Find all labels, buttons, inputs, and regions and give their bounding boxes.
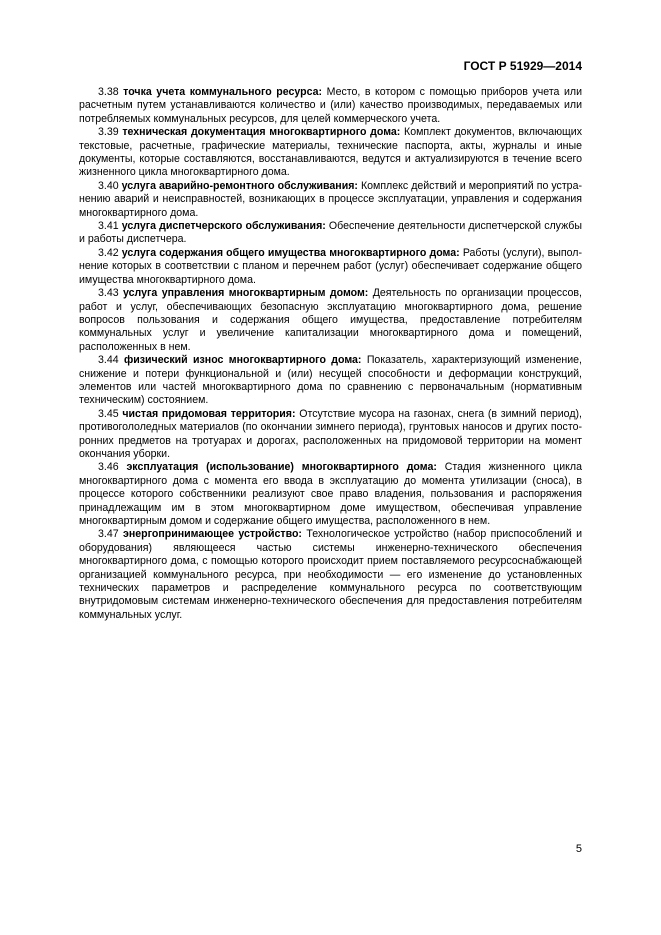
definition-text: Место, в котором с помощью приборов учета или расчетным путем устанавливаются количество и (или) качество производимых, передаваемых или потребляемых коммунальных ресурсов, для целей коммерческого учета. <box>79 86 582 125</box>
definition-entry <box>79 528 582 622</box>
definition-text: Обеспечение деятельности диспетчерской службы и работы диспетчера. <box>79 220 582 246</box>
definition-number: 3.41 <box>98 220 119 233</box>
definition-term: услуга содержания общего имущества многоквартирного дома: <box>121 246 460 259</box>
definition-number: 3.38 <box>98 86 119 98</box>
definition-text: Работы (услуги), выполнение которых в соответствии с планом и перечнем работ (услуг) обеспечивает содержание общего имущества многоквартирного дома. <box>79 246 582 286</box>
definition-entry <box>79 86 582 126</box>
definition-term: точка учета коммунального ресурса: <box>123 86 323 98</box>
definition-number: 3.42 <box>98 246 119 259</box>
document-standard-header: ГОСТ Р 51929—2014 <box>463 59 582 73</box>
definition-term: услуга диспетчерского обслуживания: <box>121 220 326 233</box>
definition-entry <box>79 180 582 220</box>
definition-entry <box>79 408 582 462</box>
definition-number: 3.44 <box>98 354 119 367</box>
page-number: 5 <box>575 843 582 855</box>
definition-term: услуга управления многоквартирным домом: <box>123 287 369 300</box>
definition-text: Деятельность по организации процессов, работ и услуг, обеспечивающих безопасную эксплуатацию многоквартирного дома, решение вопросов пользования и содержания общего имущества, предоставление потребителям коммунальных услуг и увеличение капитализации многоквартирного дома и помещений, расположенных в нем. <box>79 287 582 353</box>
definition-entry <box>79 247 582 287</box>
definition-text: Показатель, характеризующий изменение, снижение и потери функциональной и (или) несущей способности и деформации конструкций, элементов или частей многоквартирного дома по сравнению с первоначальным (нормативным техническим) состоянием. <box>79 354 582 407</box>
definition-term: техническая документация многоквартирного дома: <box>122 126 401 139</box>
definition-text: Отсутствие мусора на газонах, снега (в зимний период), противогололедных материалов (по окончании зимнего периода), грунтовых наносов и других посторонних предметов на тротуарах и дорогах, расположенных на придомовой территории на момент окончания уборки. <box>79 407 582 460</box>
definition-term: физический износ многоквартирного дома: <box>123 354 362 367</box>
definition-text: Комплект документов, включающих текстовые, расчетные, графические материалы, технические паспорта, акты, журналы и иные документы, которые составляются, восстанавливаются, ведутся и актуализируются в течение всего жизненного цикла многоквартирного дома. <box>79 126 582 179</box>
definition-number: 3.39 <box>98 126 119 139</box>
definition-number: 3.40 <box>98 179 119 192</box>
definition-text: Стадия жизненного цикла многоквартирного дома с момента его ввода в эксплуатацию до момента утилизации (сноса), в процессе которого собственники реализуют свое право владения, пользования и распоряжения принадлежащим им в этом многоквартирном доме имуществом, обеспечивая управление многоквартирным домом и содержание общего имущества, расположенного в нем. <box>79 461 582 527</box>
definition-entry <box>79 461 582 528</box>
definition-term: услуга аварийно-ремонтного обслуживания: <box>121 179 358 192</box>
definition-number: 3.45 <box>98 407 119 420</box>
definition-term: чистая придомовая территория: <box>122 407 296 420</box>
definition-entry <box>79 287 582 354</box>
definition-number: 3.47 <box>98 528 119 541</box>
definition-text: Технологическое устройство (набор приспособлений и оборудования) являющееся частью системы инженерно-технического обеспечения многоквартирного дома, с помощью которого происходит прием поставляемого ресурсоснабжающей организацией коммунального ресурса, при необходимости — его изменение до установленных технических параметров и распределение коммунального ресурса по соответствующим внутридомовым системам инженерно-технического обеспечения для предоставления потребителям коммунальных услуг. <box>79 528 582 621</box>
definition-entry <box>79 126 582 180</box>
definition-term: эксплуатация (использование) многоквартирного дома: <box>126 461 437 474</box>
definition-entry <box>79 220 582 247</box>
definitions-list <box>79 86 582 622</box>
definition-text: Комплекс действий и мероприятий по устранению аварий и неисправностей, возникающих в процессе эксплуатации, управления и содержания многоквартирного дома. <box>79 179 582 219</box>
definition-term: энергопринимающее устройство: <box>122 528 302 541</box>
definition-entry <box>79 354 582 408</box>
definition-number: 3.46 <box>98 461 119 474</box>
definition-number: 3.43 <box>98 287 119 300</box>
